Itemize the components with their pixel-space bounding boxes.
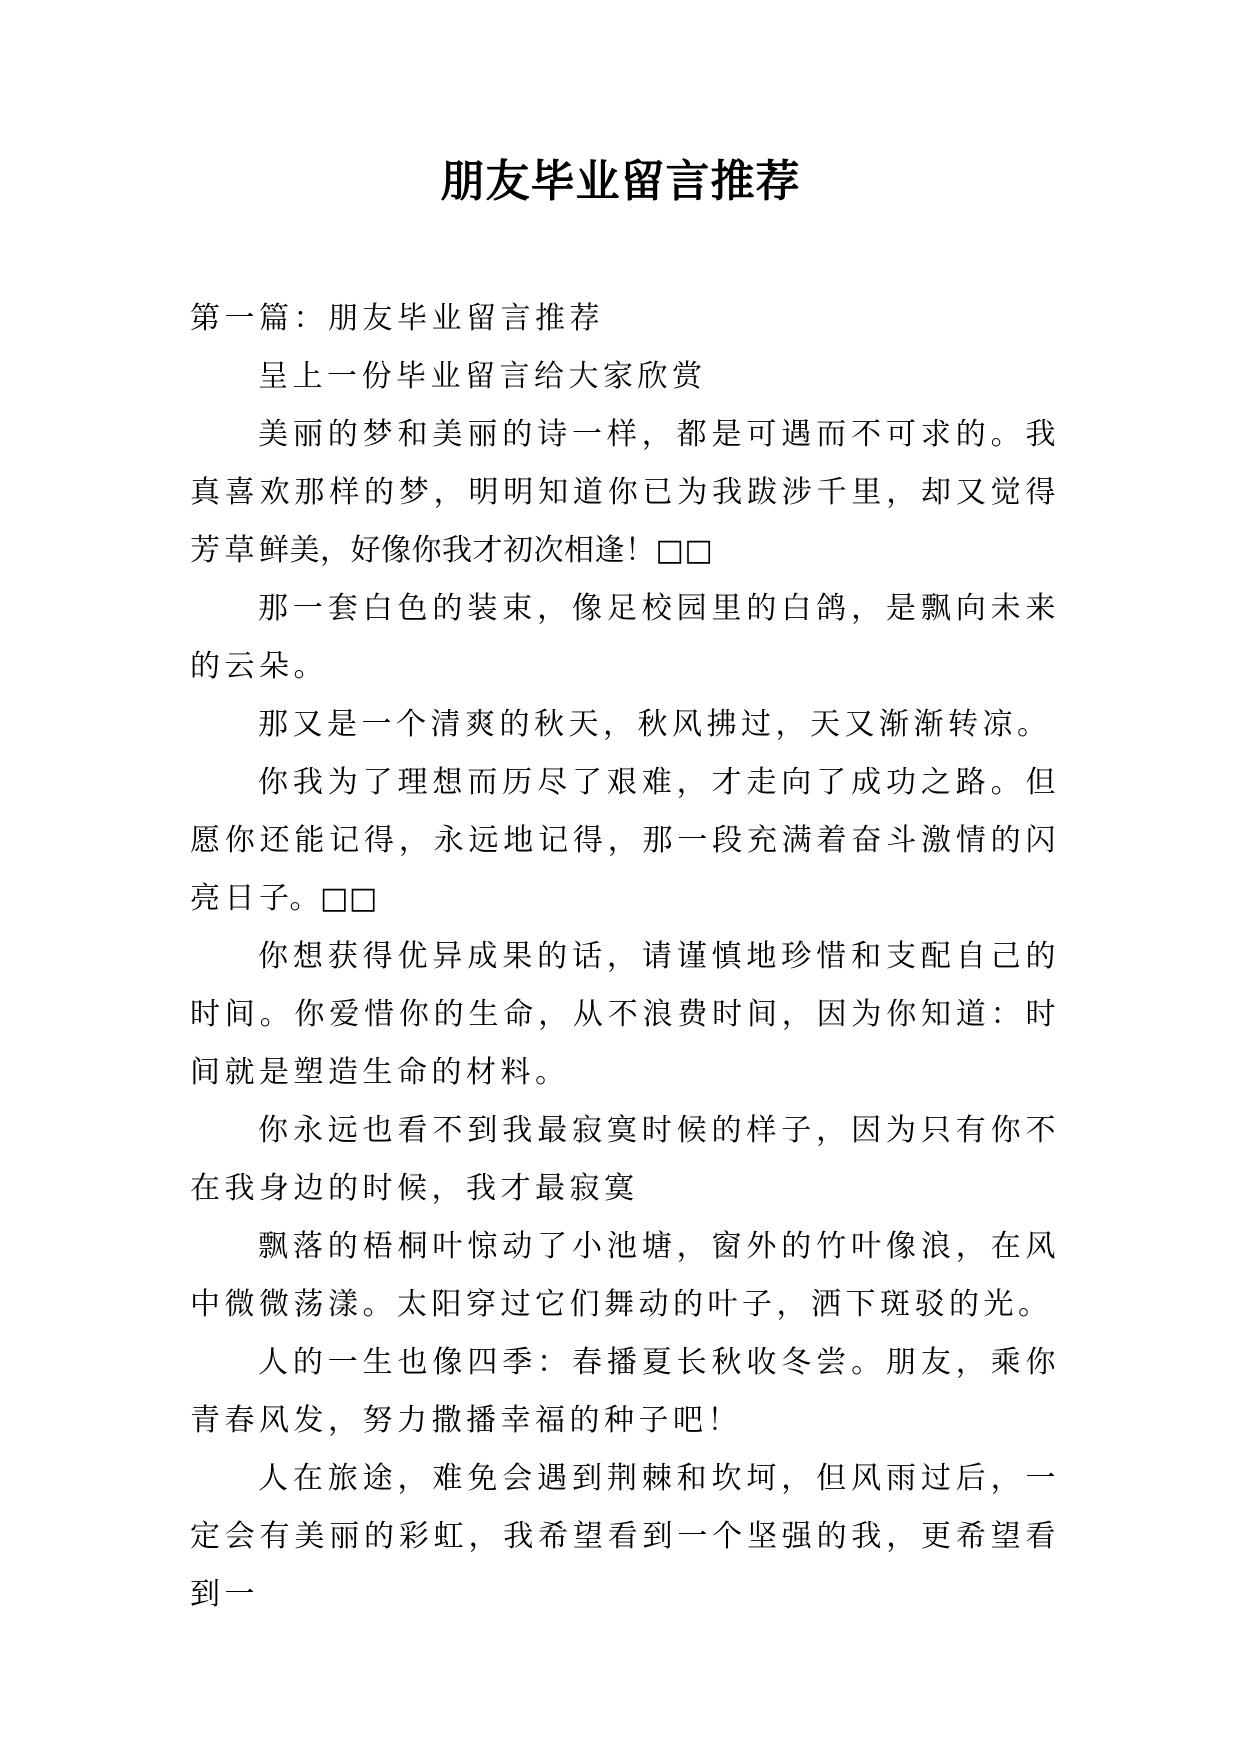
paragraph-7 [190, 1102, 1060, 1218]
paragraph-9 [190, 1334, 1060, 1450]
paragraph-text: 呈上一份毕业留言给大家欣赏 [258, 359, 707, 394]
paragraph-text: 你我为了理想而历尽了艰难，才走向了成功之路。但愿你还能记得，永远地记得，那一段充满着奋斗激情的闪亮日 [190, 765, 1060, 916]
paragraph-text: 那又是一个清爽的秋天，秋风拂过，天又渐渐转凉。 [258, 707, 1052, 742]
paragraph-3 [190, 580, 1060, 696]
paragraph-2 [190, 406, 1060, 580]
paragraph-text: 飘落的梧桐叶惊动了小池塘，窗外的竹叶像浪，在风中微微荡漾。太阳穿过它们舞动的叶子，洒下斑驳的光。 [190, 1229, 1060, 1322]
paragraph-1 [190, 348, 1060, 406]
section-heading: 第一篇：朋友毕业留言推荐 [190, 301, 604, 336]
paragraph-6 [190, 928, 1060, 1102]
paragraph-text: 人在旅途，难免会遇到荆棘和坎坷，但风雨过后，一定会有美丽的彩虹，我希望看到一个坚强的我，更希望看到一 [190, 1461, 1060, 1612]
paragraph-10 [190, 1450, 1060, 1624]
paragraph-text: 你想获得优异成果的话，请谨慎地珍惜和支配自己的时间。你爱惜你的生命，从不浪费时间，因为你知道：时间就是塑造生命的材料。 [190, 939, 1060, 1090]
paragraph-text: 你永远也看不到我最寂寞时候的样子，因为只有你不在我身边的时候，我才最寂寞 [190, 1113, 1060, 1206]
paragraph-text: 人的一生也像四季：春播夏长秋收冬尝。朋友，乘你青春风发，努力撒播幸福的种子吧！ [190, 1345, 1060, 1438]
paragraph-text: 美丽的梦和美丽的诗一样，都是可遇而不可求的。我真喜欢那样的梦，明明知道你已为我跋涉千里，却又觉得芳草 [190, 417, 1060, 568]
paragraph-4 [190, 696, 1060, 754]
paragraph-text-sans: 子。□□ [259, 881, 378, 916]
paragraph-8 [190, 1218, 1060, 1334]
paragraph-5 [190, 754, 1060, 928]
page-title: 朋友毕业留言推荐 [440, 156, 801, 207]
document-body [190, 290, 1060, 1624]
paragraph-text-sans: 鲜美，好像你我才初次相逢！□□ [259, 533, 714, 568]
paragraph-text: 那一套白色的装束，像足校园里的白鸽，是飘向未来的云朵。 [190, 591, 1060, 684]
